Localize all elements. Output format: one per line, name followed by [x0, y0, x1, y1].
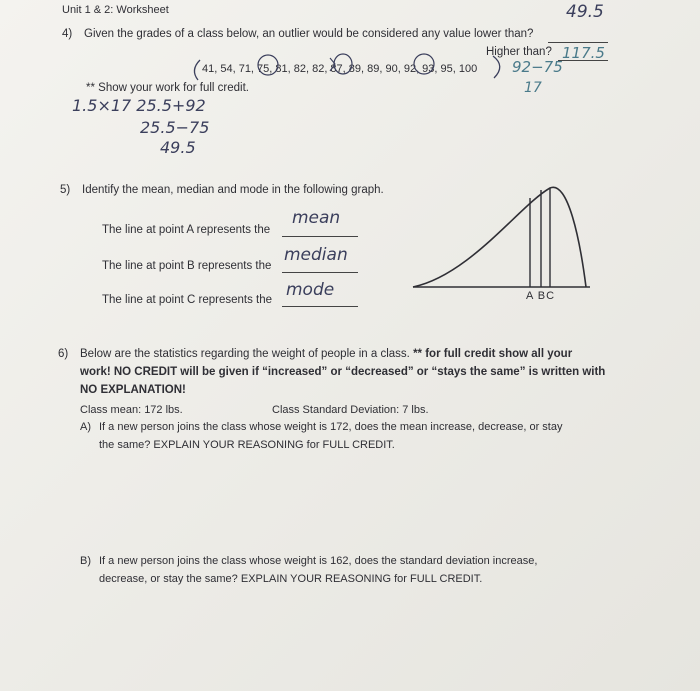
q6-part-a-label: A) [80, 421, 91, 433]
q4-side-work-1: 92−75 [512, 58, 563, 76]
q5-answer-a: mean [292, 208, 341, 228]
q4-higher-label: Higher than? [486, 46, 552, 58]
q5-line-c-text: The line at point C represents the [102, 294, 273, 306]
q6-class-mean: Class mean: 172 lbs. [80, 404, 183, 416]
q5-line-b-text: The line at point B represents the [102, 260, 272, 272]
open-bracket-mark [194, 60, 200, 80]
q6-part-b-line-1: If a new person joins the class whose weight is 162, does the standard deviation increase, [99, 555, 538, 567]
graph-point-labels: A BC [526, 290, 556, 302]
distribution-curve [413, 187, 586, 287]
q4-higher-answer: 117.5 [562, 44, 605, 62]
q4-number: 4) [62, 28, 73, 40]
q6-class-sd: Class Standard Deviation: 7 lbs. [272, 404, 429, 416]
q4-side-work-2: 17 [524, 80, 542, 96]
q5-blank-c [282, 306, 358, 307]
worksheet-title: Unit 1 & 2: Worksheet [62, 4, 169, 16]
q5-prompt: Identify the mean, median and mode in the following graph. [82, 184, 384, 196]
q6-number: 6) [58, 348, 69, 360]
q6-intro-bold: ** for full credit show all your [413, 348, 573, 360]
q6-part-a-line-2: the same? EXPLAIN YOUR REASONING for FULL CREDIT. [99, 439, 395, 451]
q6-intro [80, 348, 572, 360]
q5-number: 5) [60, 184, 71, 196]
q6-part-a-line-1: If a new person joins the class whose weight is 172, does the mean increase, decrease, or stay [99, 421, 563, 433]
q4-data-list: 41, 54, 71, 75, 81, 82, 82, 87, 89, 89, 90, 92, 93, 95, 100 [202, 63, 478, 75]
q4-prompt: Given the grades of a class below, an outlier would be considered any value lower than? [84, 28, 534, 40]
q4-lower-blank [548, 42, 608, 43]
q6-bold-line-3: NO EXPLANATION! [80, 384, 186, 396]
q4-work-line-1: 1.5×17 25.5+92 [72, 96, 206, 115]
q6-intro-text: Below are the statistics regarding the weight of people in a class. [80, 348, 410, 360]
q4-work-line-3: 49.5 [160, 138, 196, 157]
q5-answer-b: median [284, 245, 348, 265]
q6-part-b-line-2: decrease, or stay the same? EXPLAIN YOUR REASONING for FULL CREDIT. [99, 573, 483, 585]
q5-blank-a [282, 236, 358, 237]
q5-blank-b [282, 272, 358, 273]
q5-answer-c: mode [286, 280, 335, 300]
close-bracket-mark [493, 56, 500, 78]
q6-part-b-label: B) [80, 555, 91, 567]
q4-work-line-2: 25.5−75 [140, 118, 210, 137]
q6-bold-line-2: work! NO CREDIT will be given if “increased” or “decreased” or “stays the same” is written with [80, 366, 606, 378]
q5-line-a-text: The line at point A represents the [102, 224, 271, 236]
q4-lower-answer: 49.5 [566, 2, 604, 22]
q4-instruction: ** Show your work for full credit. [86, 82, 249, 94]
